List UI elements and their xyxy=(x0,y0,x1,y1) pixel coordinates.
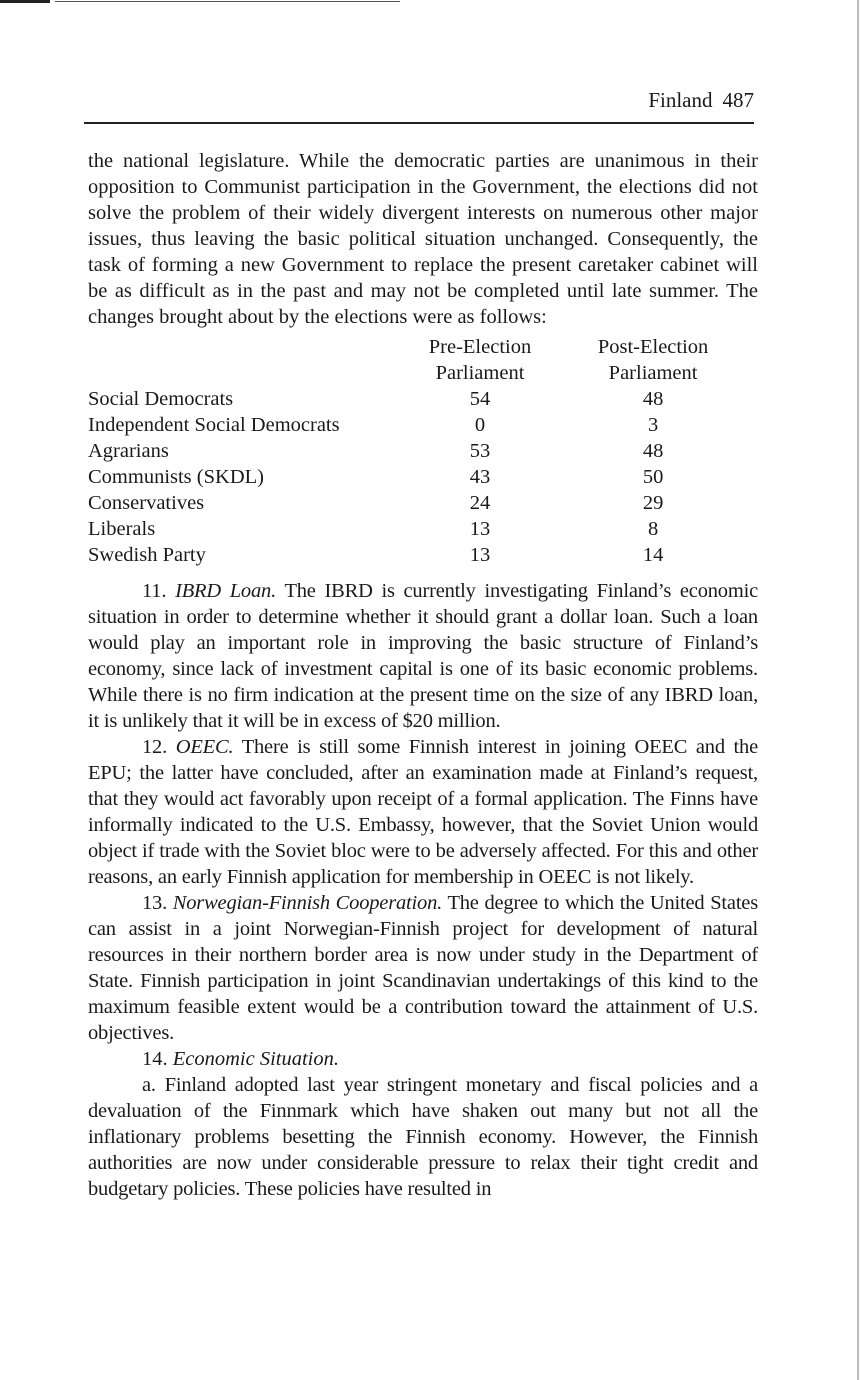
table-row xyxy=(88,464,760,490)
table-row xyxy=(88,438,760,464)
section-number: 11. xyxy=(142,580,167,602)
section-11-paragraph xyxy=(88,578,758,734)
header-running-text xyxy=(648,88,754,113)
pre-seats: 43 xyxy=(469,466,491,488)
section-number: 13. xyxy=(142,892,168,914)
subsection-a-paragraph xyxy=(88,1072,758,1202)
col-post-heading-1: Post-Election xyxy=(597,336,709,358)
section-text: There is still some Finnish interest in joining OEEC and the EPU; the latter have concluded, after an examination made at Finland’s request, that they would act favorably upon receipt of a formal application. The Finns have informally indicated to the U.S. Embassy, however, that the Soviet Union would object if trade with the Soviet bloc were to be adversely affected. For this and other reasons, an early Finnish application for membership in OEEC is not likely. xyxy=(88,736,758,888)
section-12-paragraph xyxy=(88,734,758,890)
table-header-row-2 xyxy=(88,360,760,386)
party-name: Agrarians xyxy=(88,440,169,462)
post-seats: 14 xyxy=(642,544,664,566)
post-seats: 50 xyxy=(642,466,664,488)
page-body xyxy=(88,148,758,1202)
party-name: Communists (SKDL) xyxy=(88,466,264,488)
party-name: Conservatives xyxy=(88,492,205,514)
section-13-paragraph xyxy=(88,890,758,1046)
section-text: The degree to which the United States can assist in a joint Norwegian-Finnish project for development of natural resources in their northern border area is now under study in the Department of State. Finnish participation in joint Scandinavian undertakings of this kind to the maximum feasible extent would be a contribution toward the attainment of U.S. objectives. xyxy=(88,892,758,1044)
pre-seats: 24 xyxy=(469,492,491,514)
table-row xyxy=(88,386,760,412)
section-number: 12. xyxy=(142,736,168,758)
post-seats: 48 xyxy=(642,388,664,410)
section-heading: Norwegian-Finnish Cooperation. xyxy=(172,892,443,914)
running-header xyxy=(84,84,754,124)
party-name: Independent Social Democrats xyxy=(88,414,340,436)
pre-seats: 0 xyxy=(474,414,486,436)
section-heading: Economic Situation. xyxy=(172,1048,340,1070)
party-name: Swedish Party xyxy=(88,544,206,566)
table-row xyxy=(88,412,760,438)
pre-seats: 13 xyxy=(469,544,491,566)
post-seats: 29 xyxy=(642,492,664,514)
section-number: 14. xyxy=(142,1048,168,1070)
election-results-table xyxy=(88,334,760,568)
pre-seats: 53 xyxy=(469,440,491,462)
table-row xyxy=(88,516,760,542)
scan-edge-line xyxy=(55,1,400,2)
header-title: Finland xyxy=(648,88,713,112)
post-seats: 8 xyxy=(647,518,659,540)
scan-edge-mark xyxy=(0,0,50,3)
scan-page-edge xyxy=(857,0,859,1380)
pre-seats: 54 xyxy=(469,388,491,410)
col-post-heading-2: Parliament xyxy=(608,362,698,384)
table-row xyxy=(88,490,760,516)
table-row xyxy=(88,542,760,568)
section-heading: OEEC. xyxy=(175,736,234,758)
table-header-row-1 xyxy=(88,334,760,360)
pre-seats: 13 xyxy=(469,518,491,540)
post-seats: 3 xyxy=(647,414,659,436)
col-pre-heading-1: Pre-Election xyxy=(428,336,532,358)
section-heading: IBRD Loan. xyxy=(175,580,277,602)
subsection-label: a. xyxy=(142,1074,156,1096)
intro-paragraph: the national legislature. While the democratic parties are unanimous in their opposition to Communist participation in the Government, the elections did not solve the problem of their widely divergent interests on numerous other major issues, thus leaving the basic political situation unchanged. Consequently, the task of forming a new Government to replace the present caretaker cabinet will be as difficult as in the past and may not be completed until late summer. The changes brought about by the elections were as follows: xyxy=(88,150,758,328)
section-14-heading-paragraph xyxy=(88,1046,758,1072)
party-name: Social Democrats xyxy=(88,388,234,410)
party-name: Liberals xyxy=(88,518,156,540)
post-seats: 48 xyxy=(642,440,664,462)
col-pre-heading-2: Parliament xyxy=(435,362,525,384)
section-text: The IBRD is currently investigating Finland’s economic situation in order to determine whether it should grant a dollar loan. Such a loan would play an important role in improving the basic structure of Finland’s economy, since lack of investment capital is one of its basic economic problems. While there is no firm indication at the present time on the size of any IBRD loan, it is unlikely that it will be in excess of $20 million. xyxy=(88,580,758,732)
subsection-text: Finland adopted last year stringent monetary and fiscal policies and a devaluation of the Finnmark which have shaken out many but not all the inflationary problems besetting the Finnish economy. However, the Finnish authorities are now under considerable pressure to relax their tight credit and budgetary policies. These policies have resulted in xyxy=(88,1074,758,1200)
page-number: 487 xyxy=(722,88,754,112)
